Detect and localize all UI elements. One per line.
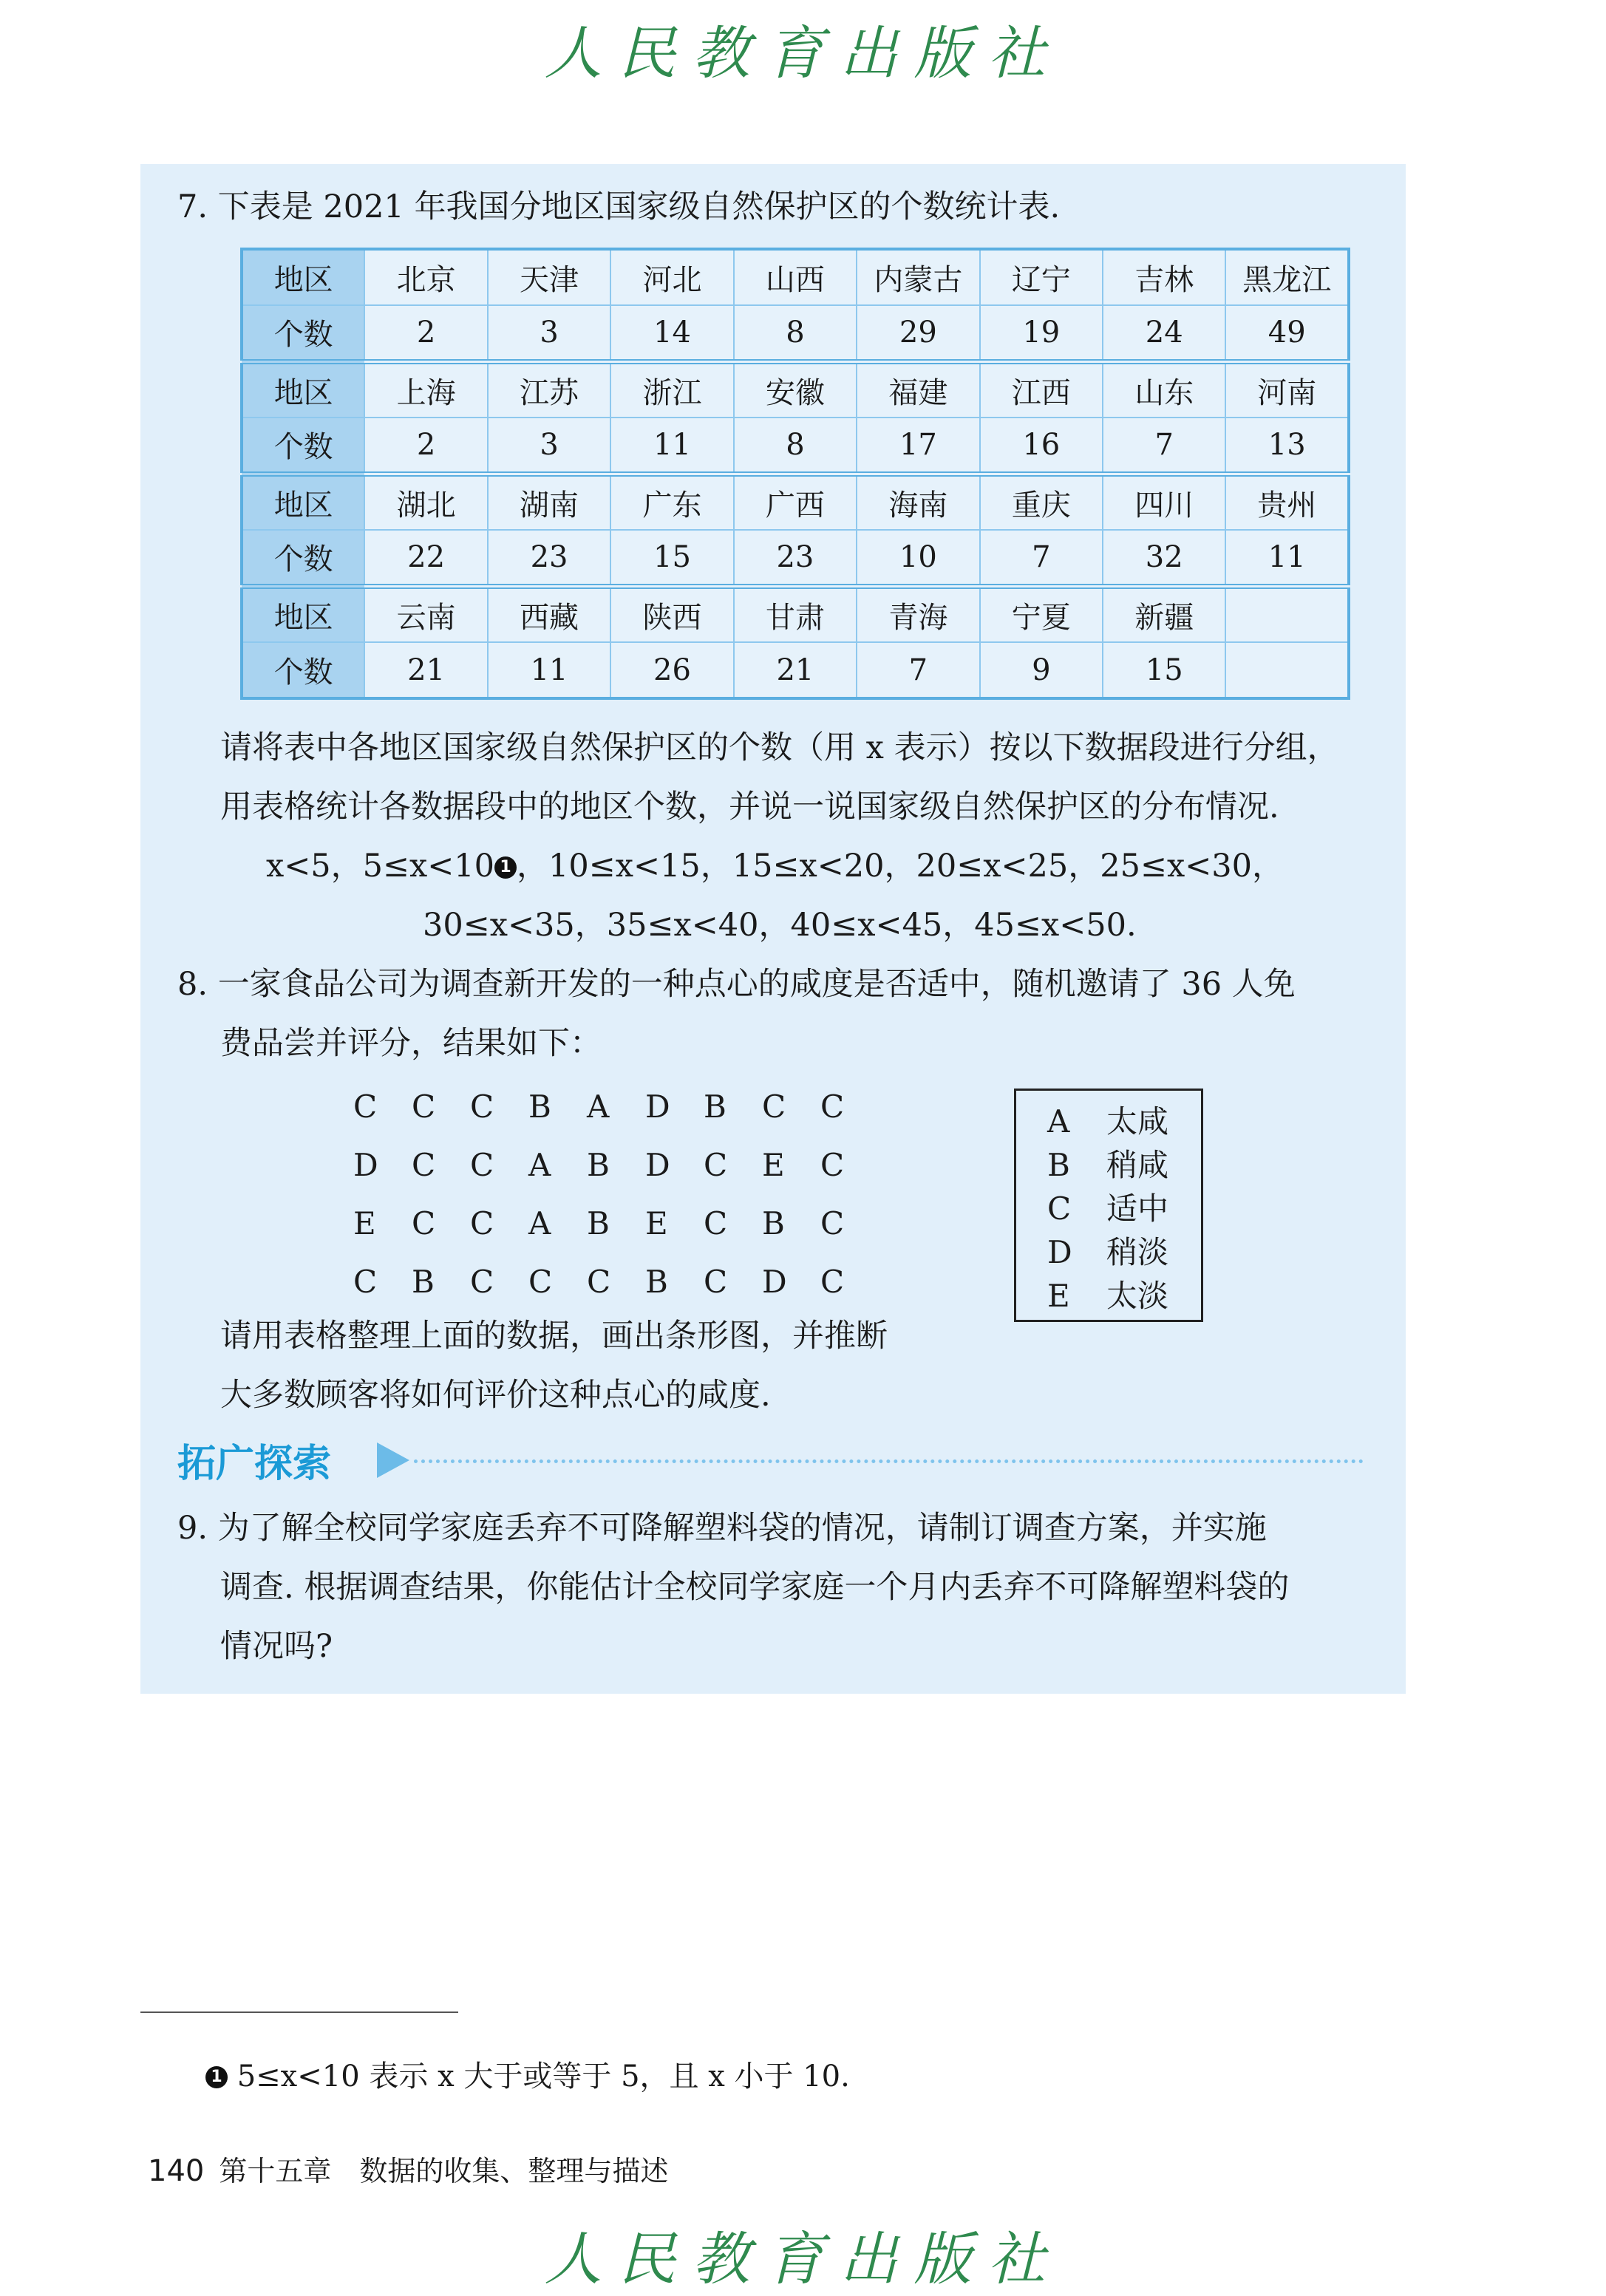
count-cell: 14 bbox=[610, 305, 733, 361]
legend-item bbox=[1047, 1187, 1201, 1230]
q7-ranges-1 bbox=[266, 837, 1284, 896]
count-cell: 3 bbox=[488, 305, 610, 361]
rating-cell: D bbox=[645, 1089, 670, 1125]
region-cell: 广东 bbox=[610, 474, 733, 530]
footnote-marker: 1 bbox=[205, 2066, 228, 2088]
footnote-divider bbox=[140, 2011, 458, 2013]
row-header: 地区 bbox=[242, 474, 364, 530]
footnote bbox=[205, 2054, 850, 2099]
rating-cell: C bbox=[353, 1264, 378, 1300]
count-cell: 9 bbox=[980, 642, 1103, 698]
region-cell: 甘肃 bbox=[734, 586, 857, 642]
row-header: 地区 bbox=[242, 249, 364, 305]
rating-cell: C bbox=[412, 1089, 436, 1125]
count-cell: 11 bbox=[610, 418, 733, 474]
legend-item bbox=[1047, 1230, 1201, 1274]
rating-cell: A bbox=[528, 1147, 551, 1183]
rating-cell: C bbox=[353, 1089, 378, 1125]
row-header: 个数 bbox=[242, 305, 364, 361]
region-cell: 西藏 bbox=[488, 586, 610, 642]
rating-cell: C bbox=[820, 1205, 845, 1241]
rating-cell: B bbox=[412, 1264, 435, 1300]
count-row bbox=[242, 418, 1349, 474]
row-header: 地区 bbox=[242, 586, 364, 642]
region-cell: 新疆 bbox=[1103, 586, 1225, 642]
count-cell: 19 bbox=[980, 305, 1103, 361]
section-title: 拓广探索 bbox=[177, 1442, 332, 1486]
count-cell: 24 bbox=[1103, 305, 1225, 361]
rating-cell: D bbox=[645, 1147, 670, 1183]
rating-cell: C bbox=[820, 1089, 845, 1125]
page-footer bbox=[148, 2149, 668, 2193]
region-cell: 湖南 bbox=[488, 474, 610, 530]
legend-item bbox=[1047, 1143, 1201, 1187]
nature-reserve-table bbox=[240, 248, 1350, 700]
count-cell: 13 bbox=[1225, 418, 1349, 474]
count-cell: 10 bbox=[857, 530, 979, 586]
count-row bbox=[242, 305, 1349, 361]
region-cell: 黑龙江 bbox=[1225, 249, 1349, 305]
rating-cell: C bbox=[528, 1264, 553, 1300]
rating-cell: C bbox=[470, 1264, 494, 1300]
count-cell: 2 bbox=[364, 305, 487, 361]
count-cell: 11 bbox=[488, 642, 610, 698]
row-header: 地区 bbox=[242, 361, 364, 418]
count-cell: 21 bbox=[734, 642, 857, 698]
region-cell: 浙江 bbox=[610, 361, 733, 418]
legend-key: A bbox=[1047, 1103, 1070, 1140]
count-cell: 8 bbox=[734, 305, 857, 361]
rating-row bbox=[353, 1253, 879, 1311]
publisher-logo-top: 人民教育出版社 bbox=[544, 21, 1062, 87]
footnote-marker: 1 bbox=[494, 856, 517, 879]
row-header: 个数 bbox=[242, 418, 364, 474]
legend-value: 太咸 bbox=[1106, 1103, 1169, 1140]
region-cell: 广西 bbox=[734, 474, 857, 530]
region-cell: 陕西 bbox=[610, 586, 733, 642]
rating-cell: C bbox=[704, 1264, 728, 1300]
region-cell: 山西 bbox=[734, 249, 857, 305]
rating-cell: B bbox=[587, 1147, 610, 1183]
rating-row bbox=[353, 1077, 879, 1136]
region-cell: 湖北 bbox=[364, 474, 487, 530]
rating-cell: C bbox=[820, 1264, 845, 1300]
region-cell bbox=[1225, 586, 1349, 642]
region-row bbox=[242, 474, 1349, 530]
count-cell: 22 bbox=[364, 530, 487, 586]
rating-cell: C bbox=[704, 1205, 728, 1241]
region-cell: 海南 bbox=[857, 474, 979, 530]
range-text: x<5，5≤x<10 bbox=[266, 848, 495, 885]
q9-line-2: 调查. 根据调查结果，你能估计全校同学家庭一个月内丢弃不可降解塑料袋的 bbox=[220, 1569, 1290, 1606]
count-row bbox=[242, 530, 1349, 586]
rating-cell: E bbox=[645, 1205, 668, 1241]
legend-value: 稍咸 bbox=[1106, 1147, 1169, 1183]
footnote-text: 5≤x<10 表示 x 大于或等于 5，且 x 小于 10. bbox=[237, 2060, 850, 2094]
count-cell: 7 bbox=[1103, 418, 1225, 474]
region-cell: 重庆 bbox=[980, 474, 1103, 530]
region-cell: 天津 bbox=[488, 249, 610, 305]
rating-cell: B bbox=[762, 1205, 785, 1241]
range-text: ，10≤x<15，15≤x<20，20≤x<25，25≤x<30， bbox=[517, 848, 1284, 885]
q9-line-1: 9. 为了解全校同学家庭丢弃不可降解塑料袋的情况，请制订调查方案，并实施 bbox=[177, 1510, 1267, 1547]
rating-cell: C bbox=[470, 1147, 494, 1183]
region-row bbox=[242, 249, 1349, 305]
rating-cell: C bbox=[412, 1205, 436, 1241]
count-cell: 7 bbox=[857, 642, 979, 698]
count-cell: 29 bbox=[857, 305, 979, 361]
count-cell: 8 bbox=[734, 418, 857, 474]
q8-instruction-1: 请用表格整理上面的数据，画出条形图，并推断 bbox=[220, 1318, 888, 1355]
region-cell: 内蒙古 bbox=[857, 249, 979, 305]
rating-grid bbox=[353, 1077, 879, 1311]
region-cell: 北京 bbox=[364, 249, 487, 305]
rating-row bbox=[353, 1194, 879, 1253]
dotted-divider bbox=[414, 1459, 1364, 1463]
q8-line-2: 费品尝并评分，结果如下： bbox=[220, 1025, 602, 1062]
count-row bbox=[242, 642, 1349, 698]
rating-legend bbox=[1014, 1089, 1203, 1322]
rating-cell: D bbox=[353, 1147, 378, 1183]
rating-cell: B bbox=[587, 1205, 610, 1241]
q8-instruction-2: 大多数顾客将如何评价这种点心的咸度. bbox=[220, 1377, 771, 1414]
rating-cell: B bbox=[645, 1264, 668, 1300]
legend-item bbox=[1047, 1274, 1201, 1318]
region-cell: 安徽 bbox=[734, 361, 857, 418]
region-cell: 吉林 bbox=[1103, 249, 1225, 305]
legend-item bbox=[1047, 1100, 1201, 1143]
q9-line-3: 情况吗? bbox=[220, 1628, 333, 1665]
region-cell: 上海 bbox=[364, 361, 487, 418]
row-header: 个数 bbox=[242, 642, 364, 698]
legend-value: 适中 bbox=[1106, 1190, 1169, 1227]
rating-cell: C bbox=[587, 1264, 611, 1300]
count-cell: 11 bbox=[1225, 530, 1349, 586]
rating-cell: C bbox=[704, 1147, 728, 1183]
region-cell: 云南 bbox=[364, 586, 487, 642]
rating-cell: B bbox=[528, 1089, 551, 1125]
rating-cell: B bbox=[704, 1089, 727, 1125]
region-cell: 江苏 bbox=[488, 361, 610, 418]
rating-cell: C bbox=[412, 1147, 436, 1183]
row-header: 个数 bbox=[242, 530, 364, 586]
rating-cell: D bbox=[762, 1264, 787, 1300]
count-cell: 16 bbox=[980, 418, 1103, 474]
legend-key: E bbox=[1047, 1278, 1070, 1314]
region-row bbox=[242, 586, 1349, 642]
legend-key: C bbox=[1047, 1190, 1072, 1227]
count-cell: 15 bbox=[1103, 642, 1225, 698]
publisher-logo-bottom: 人民教育出版社 bbox=[544, 2227, 1062, 2293]
rating-cell: C bbox=[470, 1205, 494, 1241]
rating-cell: E bbox=[353, 1205, 376, 1241]
region-cell: 山东 bbox=[1103, 361, 1225, 418]
count-cell bbox=[1225, 642, 1349, 698]
q7-ranges-2: 30≤x<35，35≤x<40，40≤x<45，45≤x<50. bbox=[423, 907, 1137, 944]
q7-instruction-2: 用表格统计各数据段中的地区个数，并说一说国家级自然保护区的分布情况. bbox=[220, 788, 1279, 825]
q8-line-1: 8. 一家食品公司为调查新开发的一种点心的咸度是否适中，随机邀请了 36 人免 bbox=[177, 966, 1296, 1003]
count-cell: 32 bbox=[1103, 530, 1225, 586]
play-arrow-icon bbox=[377, 1442, 409, 1478]
region-cell: 青海 bbox=[857, 586, 979, 642]
legend-key: D bbox=[1047, 1234, 1072, 1270]
rating-cell: E bbox=[762, 1147, 785, 1183]
region-cell: 江西 bbox=[980, 361, 1103, 418]
count-cell: 17 bbox=[857, 418, 979, 474]
count-cell: 2 bbox=[364, 418, 487, 474]
legend-key: B bbox=[1047, 1147, 1070, 1183]
count-cell: 15 bbox=[610, 530, 733, 586]
page-number: 140 bbox=[148, 2154, 205, 2188]
rating-cell: C bbox=[820, 1147, 845, 1183]
count-cell: 21 bbox=[364, 642, 487, 698]
region-cell: 河北 bbox=[610, 249, 733, 305]
rating-cell: C bbox=[762, 1089, 786, 1125]
region-cell: 福建 bbox=[857, 361, 979, 418]
chapter-title: 第十五章 数据的收集、整理与描述 bbox=[219, 2155, 669, 2187]
rating-cell: C bbox=[470, 1089, 494, 1125]
count-cell: 49 bbox=[1225, 305, 1349, 361]
count-cell: 3 bbox=[488, 418, 610, 474]
region-cell: 四川 bbox=[1103, 474, 1225, 530]
rating-cell: A bbox=[528, 1205, 551, 1241]
q7-prompt: 7. 下表是 2021 年我国分地区国家级自然保护区的个数统计表. bbox=[177, 188, 1061, 225]
region-cell: 贵州 bbox=[1225, 474, 1349, 530]
q7-instruction-1: 请将表中各地区国家级自然保护区的个数（用 x 表示）按以下数据段进行分组， bbox=[220, 729, 1339, 766]
region-cell: 辽宁 bbox=[980, 249, 1103, 305]
legend-value: 太淡 bbox=[1106, 1278, 1169, 1314]
region-cell: 河南 bbox=[1225, 361, 1349, 418]
rating-row bbox=[353, 1136, 879, 1194]
legend-value: 稍淡 bbox=[1106, 1234, 1169, 1270]
count-cell: 23 bbox=[734, 530, 857, 586]
region-row bbox=[242, 361, 1349, 418]
count-cell: 26 bbox=[610, 642, 733, 698]
count-cell: 23 bbox=[488, 530, 610, 586]
region-cell: 宁夏 bbox=[980, 586, 1103, 642]
rating-cell: A bbox=[587, 1089, 610, 1125]
count-cell: 7 bbox=[980, 530, 1103, 586]
